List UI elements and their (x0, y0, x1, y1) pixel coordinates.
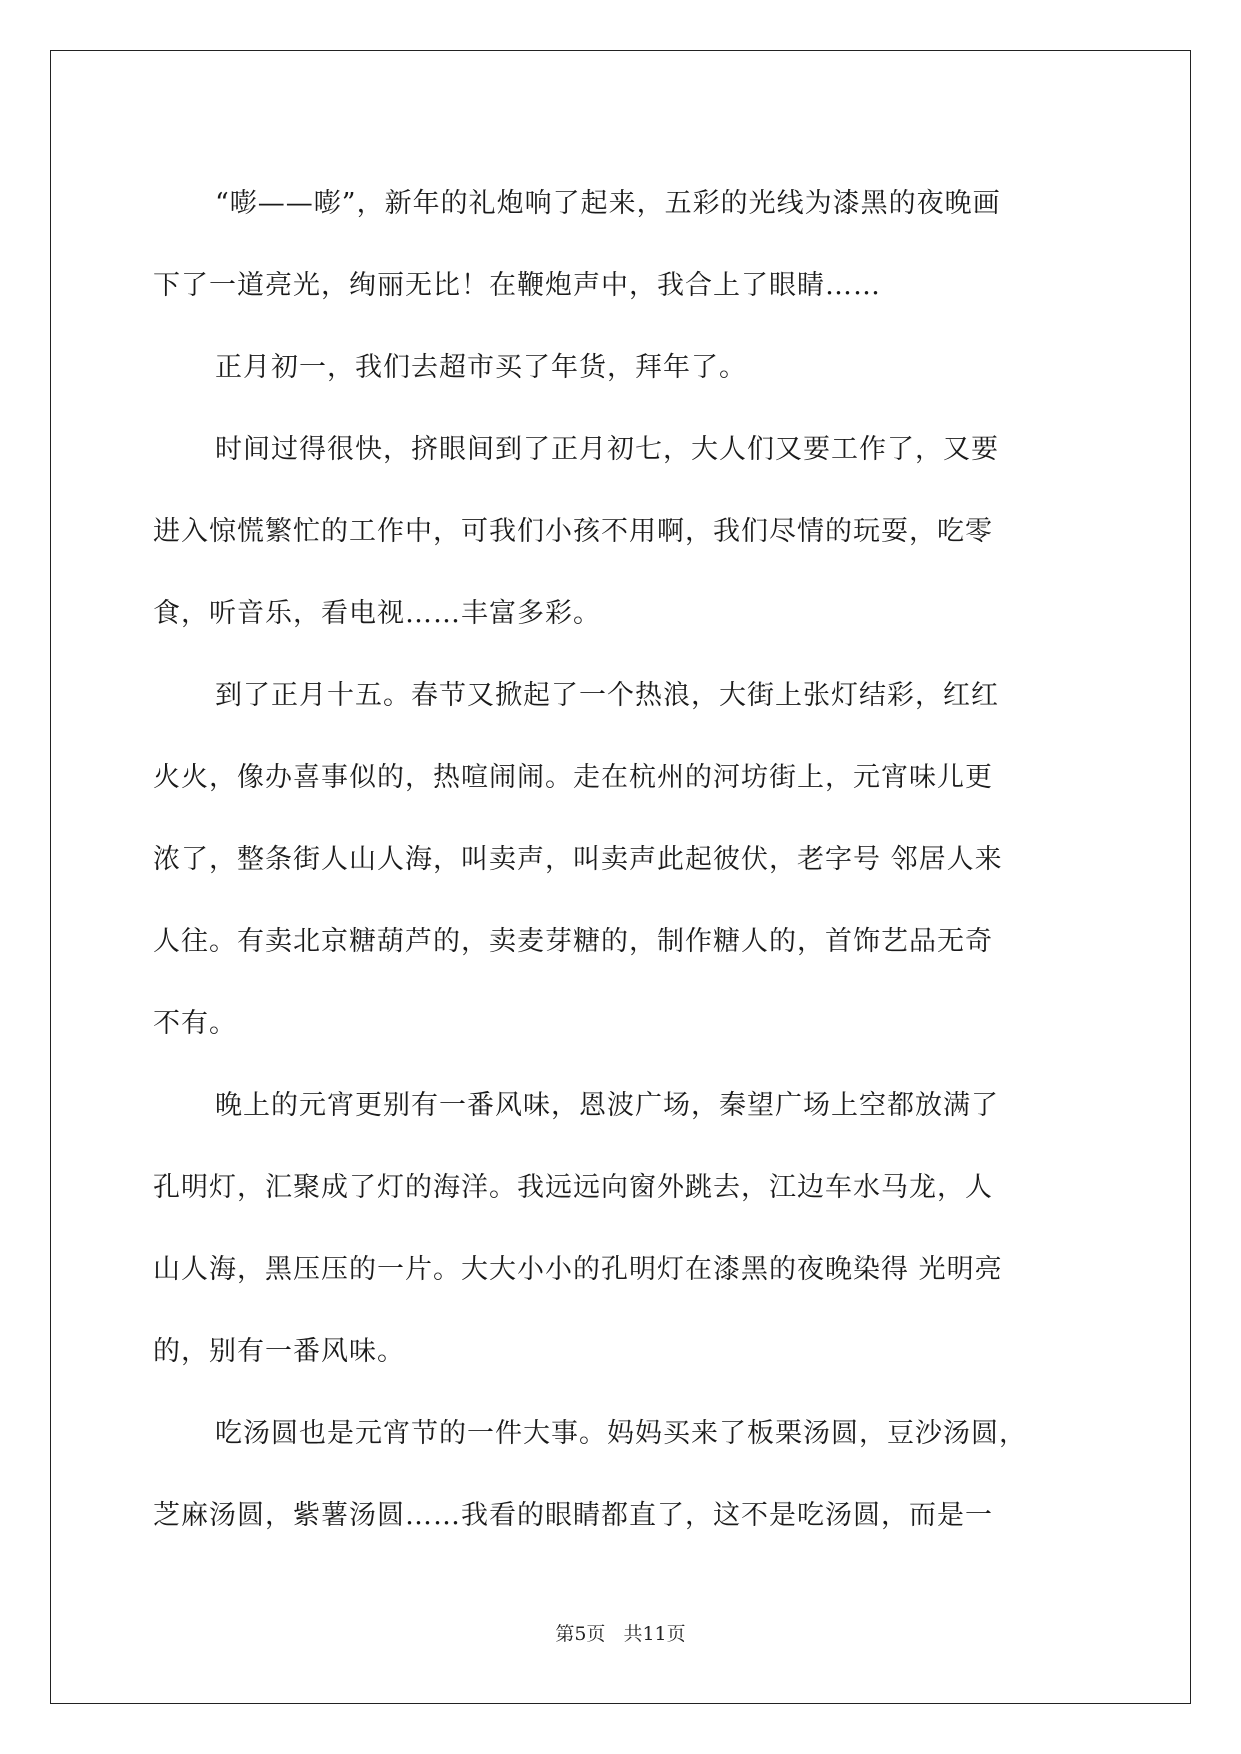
paragraph (153, 327, 1093, 409)
paragraph (153, 1065, 1093, 1393)
page-footer (0, 1622, 1241, 1646)
text-line: 晚上的元宵更别有一番风味，恩波广场，秦望广场上空都放满了 (215, 1090, 999, 1121)
paragraph (153, 409, 1093, 655)
text-line: 时间过得很快，挤眼间到了正月初七，大人们又要工作了，又要 (215, 434, 999, 465)
paragraph (153, 1393, 1093, 1557)
text-line: 的，别有一番风味。 (153, 1336, 405, 1367)
text-line: 食，听音乐，看电视……丰富多彩。 (153, 598, 601, 629)
text-line: 进入惊慌繁忙的工作中，可我们小孩不用啊，我们尽情的玩耍，吃零 (153, 516, 993, 547)
text-line: 正月初一，我们去超市买了年货，拜年了。 (215, 352, 747, 383)
page-number: 第5页 (555, 1623, 606, 1645)
text-line: 火火，像办喜事似的，热喧闹闹。走在杭州的河坊街上，元宵味儿更 (153, 762, 993, 793)
text-line: 人往。有卖北京糖葫芦的，卖麦芽糖的，制作糖人的，首饰艺品无奇 (153, 926, 993, 957)
paragraph (153, 163, 1093, 327)
text-line: 不有。 (153, 1008, 237, 1039)
text-line: 山人海，黑压压的一片。大大小小的孔明灯在漆黑的夜晚染得 光明亮 (153, 1254, 1003, 1285)
page-total: 共11页 (623, 1623, 686, 1645)
text-line: 吃汤圆也是元宵节的一件大事。妈妈买来了板栗汤圆，豆沙汤圆， (215, 1418, 1027, 1449)
text-line: “嘭——嘭”，新年的礼炮响了起来，五彩的光线为漆黑的夜晚画 (215, 188, 1001, 219)
document-body (153, 163, 1093, 1557)
text-line: 孔明灯，汇聚成了灯的海洋。我远远向窗外跳去，江边车水马龙，人 (153, 1172, 993, 1203)
text-line: 下了一道亮光，绚丽无比！在鞭炮声中，我合上了眼睛…… (153, 270, 881, 301)
text-line: 到了正月十五。春节又掀起了一个热浪，大街上张灯结彩，红红 (215, 680, 999, 711)
text-line: 芝麻汤圆，紫薯汤圆……我看的眼睛都直了，这不是吃汤圆，而是一 (153, 1500, 993, 1531)
text-line: 浓了，整条街人山人海，叫卖声，叫卖声此起彼伏，老字号 邻居人来 (153, 844, 1003, 875)
paragraph (153, 655, 1093, 1065)
